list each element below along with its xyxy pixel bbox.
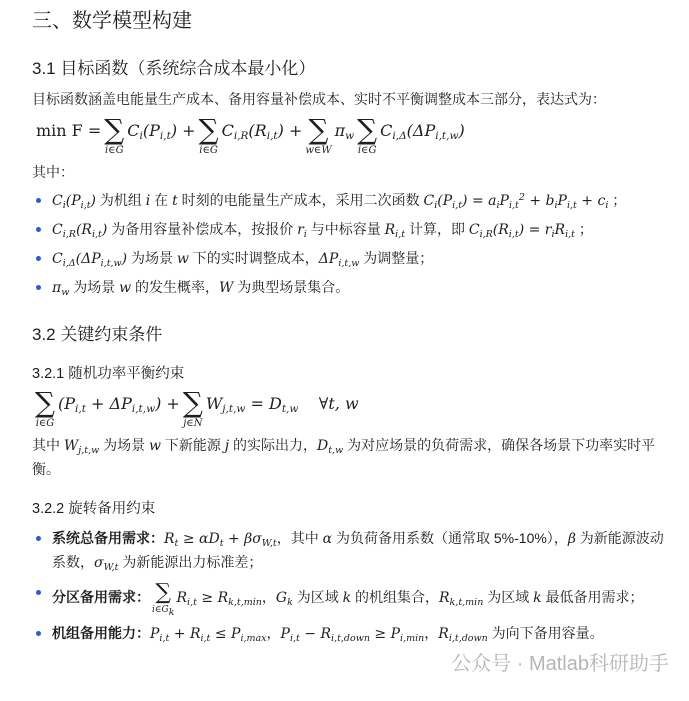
where-label: 其中： — [32, 164, 74, 180]
list-item: 机组备用能力：$P_{i,t} + R_{i,t} \le P_{i,max}$，$P_{i,t} - R_{i,t,down} \ge P_{i,min}$，$R_{i,t,down}$ 为向下备用容量。 — [52, 622, 669, 646]
list-item: 分区备用需求： ∑ $i\in G_k$ $R_{i,t} \ge R_{k,t,min}$，$G_k$ 为区域 k 的机组集合，$R_{k,t,min}$ 为区域 k 最低备用需求； — [52, 581, 669, 616]
list-item: $C_i(P_{i,t})$ 为机组 i 在 t 时刻的电能量生产成本，采用二次函数 $C_i(P_{i,t}) = a_iP_{i,t}^2 + b_iP_{i,t} + c_i$ ； — [52, 189, 669, 213]
sum-symbol: ∑ i∈G — [35, 386, 55, 429]
section-title: 三、数学模型构建 — [32, 10, 192, 32]
eq-term: $(P_{i,t} + \Delta P_{i,t,w})$ + — [58, 394, 180, 415]
list-item: $\pi_w$ 为场景 w 的发生概率，W 为典型场景集合。 — [52, 276, 669, 300]
eq-term: $\pi_w$ — [334, 121, 355, 142]
balance-equation — [32, 388, 669, 430]
list-item: $C_{i,\Delta}(\Delta P_{i,t,w})$ 为场景 w 下的实时调整成本，$\Delta P_{i,t,w}$ 为调整量； — [52, 247, 669, 271]
sum-symbol: ∑ j∈N — [182, 386, 203, 429]
intro-text: 目标函数涵盖电能量生产成本、备用容量补偿成本、实时不平衡调整成本三部分，表达式为： — [32, 91, 606, 107]
heading-3-2-2: 3.2.2 旋转备用约束 — [32, 501, 156, 517]
eq-lhs: min F = — [36, 121, 102, 140]
objective-equation — [36, 115, 669, 157]
eq-term: $C_i(P_{i,t})$ + — [127, 121, 196, 142]
eq-term: $C_{i,\Delta}(\Delta P_{i,t,w})$ — [380, 121, 465, 142]
heading-3-1: 3.1 目标函数（系统综合成本最小化） — [32, 59, 316, 78]
list-item: $C_{i,R}(R_{i,t})$ 为备用容量补偿成本，按报价 $r_i$ 与中标容量 $R_{i,t}$ 计算，即 $C_{i,R}(R_{i,t}) = r_iR_{i,t}$ ； — [52, 218, 669, 242]
watermark: 公众号 · Matlab科研助手 — [451, 653, 669, 675]
list-item: 系统总备用需求：$R_t \ge \alpha D_t + \beta\sigma_{W,t}$，其中 α 为负荷备用系数（通常取 5%-10%），β 为新能源波动系数，$\sigma_{W,t}$ 为新能源出力标准差； — [52, 527, 669, 575]
balance-description: 其中 $W_{j,t,w}$ 为场景 w 下新能源 j 的实际出力，$D_{t,w}$ 为对应场景的负荷需求，确保各场景下功率实时平衡。 — [32, 437, 656, 477]
sum-symbol: ∑ i∈G — [104, 113, 125, 156]
sum-symbol: ∑ i∈G — [198, 113, 219, 156]
eq-term: $C_{i,R}(R_{i,t})$ + — [221, 121, 303, 142]
sum-symbol: ∑ w∈W — [305, 113, 332, 156]
heading-3-2-1: 3.2.1 随机功率平衡约束 — [32, 366, 185, 382]
eq-term: $W_{j,t,w} = D_{t,w}$ ∀t, w — [205, 394, 359, 415]
sum-symbol: ∑ i∈G — [357, 113, 378, 156]
heading-3-2: 3.2 关键约束条件 — [32, 325, 163, 344]
